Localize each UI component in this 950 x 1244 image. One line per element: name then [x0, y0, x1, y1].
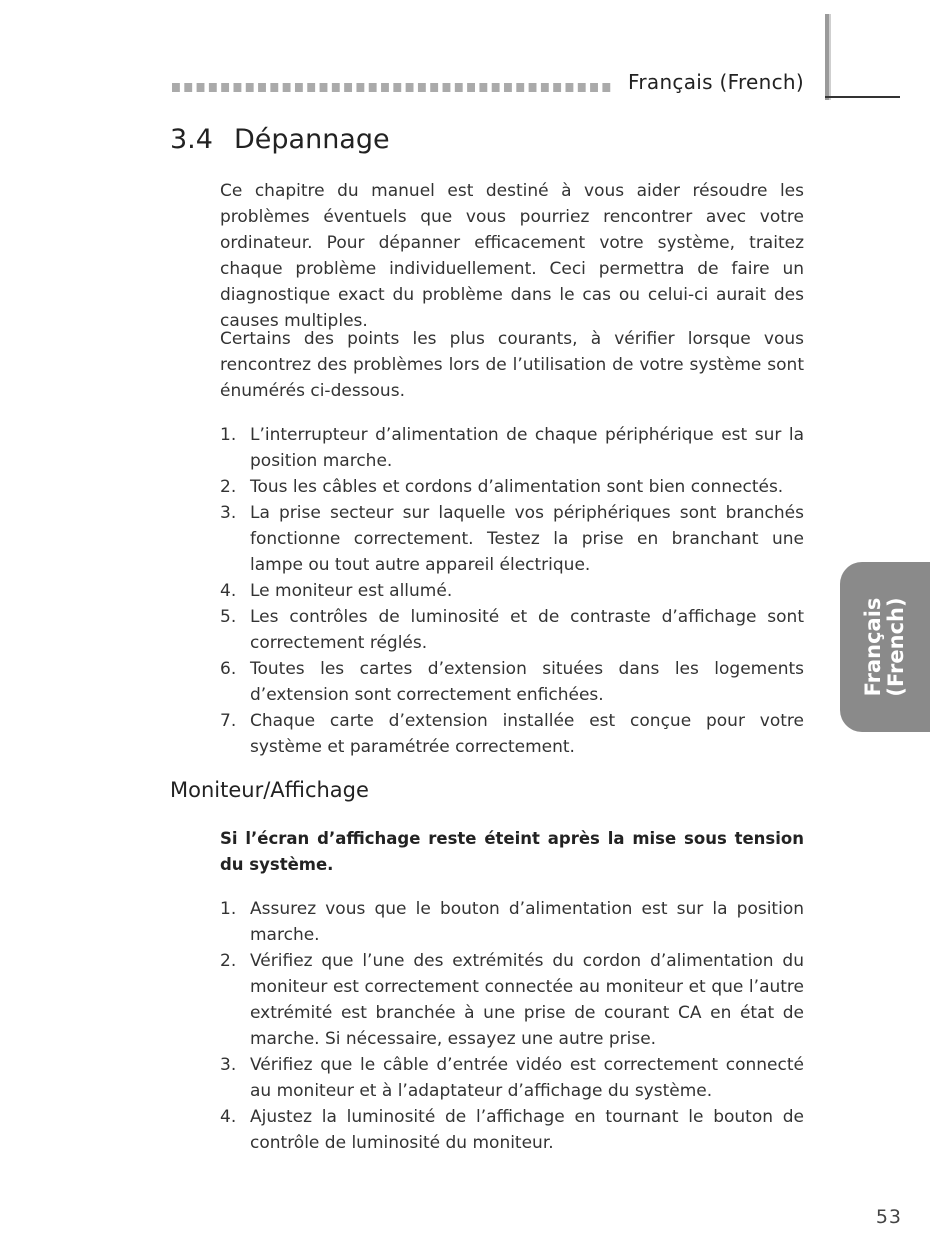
problem-statement: Si l’écran d’affichage reste éteint après la mise sous tension du système.: [220, 829, 804, 874]
header-dotted-rule: [172, 82, 612, 94]
section-number: 3.4: [170, 124, 213, 155]
page-number: 53: [875, 1206, 902, 1228]
language-side-tab: [840, 562, 930, 732]
list-item: 4. Ajustez la luminosité de l’affichage en tournant le bouton de contrôle de luminosité du moniteur.: [220, 1107, 804, 1153]
list-item: 4. Le moniteur est allumé.: [220, 581, 453, 601]
list-item: 5. Les contrôles de luminosité et de contraste d’affichage sont correctement réglés.: [220, 607, 804, 653]
side-tab-label: Français (French): [861, 597, 908, 697]
list-item: 1. L’interrupteur d’alimentation de chaque périphérique est sur la position marche.: [220, 425, 804, 471]
monitor-steps: [220, 896, 804, 1156]
list-item: 6. Toutes les cartes d’extension situées dans les logements d’extension sont correctement enfichées.: [220, 659, 804, 705]
subsection-title: Moniteur/Affichage: [170, 778, 369, 802]
list-item: 3. Vérifiez que le câble d’entrée vidéo est correctement connecté au moniteur et à l’adaptateur d’affichage du système.: [220, 1055, 804, 1101]
list-item: 1. Assurez vous que le bouton d’alimentation est sur la position marche.: [220, 899, 804, 945]
intro-paragraph-1: Ce chapitre du manuel est destiné à vous aider résoudre les problèmes éventuels que vous pourriez rencontrer avec votre ordinateur. Pour dépanner efficacement votre système, traitez chaque problème individuellement. Ceci permettra de faire un diagnostique exact du problème dans le cas ou celui-ci aurait des causes multiples.: [220, 181, 804, 331]
corner-mark-horizontal: [825, 96, 900, 98]
section-heading: Dépannage: [234, 124, 390, 155]
header-language: Français (French): [628, 70, 804, 94]
list-item: 2. Vérifiez que l’une des extrémités du cordon d’alimentation du moniteur est correctement connectée au moniteur et que l’autre extrémité est branchée à une prise de courant CA en état de marche. Si nécessaire, essayez une autre prise.: [220, 951, 804, 1049]
list-item: 2. Tous les câbles et cordons d’alimentation sont bien connectés.: [220, 477, 784, 497]
list-item: 3. La prise secteur sur laquelle vos périphériques sont branchés fonctionne correctement. Testez la prise en branchant une lampe ou tout autre appareil électrique.: [220, 503, 804, 575]
section-title: [170, 124, 390, 155]
list-item: 7. Chaque carte d’extension installée est conçue pour votre système et paramétrée correctement.: [220, 711, 804, 757]
intro-paragraph-2: Certains des points les plus courants, à vérifier lorsque vous rencontrez des problèmes lors de l’utilisation de votre système sont énumérés ci-dessous.: [220, 329, 804, 401]
checklist: [220, 422, 804, 760]
corner-mark-shadow: [829, 14, 831, 100]
